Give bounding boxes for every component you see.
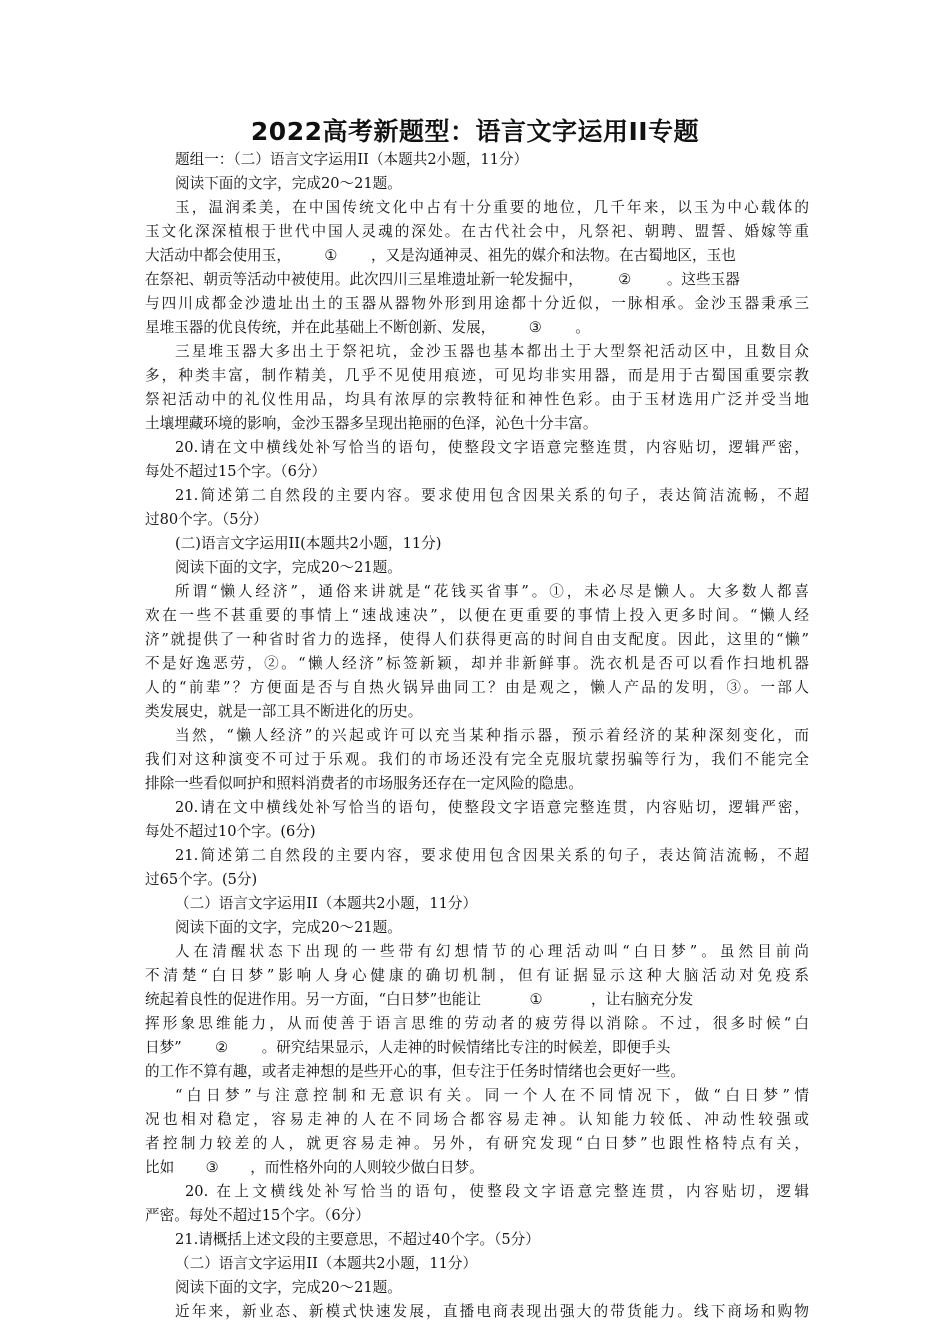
group3-p2-line1: “白日梦”与注意控制和无意识有关。同一个人在不同情况下，做“白日梦”情 — [175, 1087, 809, 1104]
group1-p2-line4: 土壤埋藏环境的影响，金沙玉器多呈现出艳丽的色泽，沁色十分丰富。 — [145, 415, 598, 432]
group4-p1-line1: 近年来，新业态、新模式快速发展，直播电商表现出强大的带货能力。线下商场和购物 — [175, 1303, 809, 1320]
group1-q20-line2: 每处不超过15个字。（6分） — [145, 463, 327, 480]
group1-p1-line2: 玉文化深深植根于世代中国人灵魂的深处。在古代社会中，凡祭祀、朝聘、盟誓、婚嫁等重 — [145, 223, 809, 240]
group2-p1-line4: 不是好逸恶劳，②。“懒人经济”标签新颖，却并非新鲜事。洗衣机是否可以看作扫地机器 — [145, 655, 809, 672]
group1-p1-line1: 玉，温润柔美，在中国传统文化中占有十分重要的地位，几千年来，以玉为中心载体的 — [175, 199, 809, 216]
group3-p2-line3: 者控制力较差的人，就更容易走神。另外，有研究发现“白日梦”也跟性格特点有关， — [145, 1135, 809, 1152]
group1-header: 题组一：（二）语言文字运用II（本题共2小题，11分） — [175, 151, 529, 168]
group1-p1-line4 — [145, 268, 809, 292]
answer-blank-2[interactable]: ② — [583, 268, 667, 292]
text-segment: 比如 — [145, 1159, 175, 1176]
group2-p2-line2: 我们对这种演变不可过于乐观。我们的市场还没有完全克服坑蒙拐骗等行为，我们不能完全 — [145, 751, 809, 768]
group2-p1-line2: 欢在一些不甚重要的事情上“速战速决”，以便在更重要的事情上投入更多时间。“懒人经 — [145, 607, 809, 624]
page-title: 2022高考新题型：语言文字运用II专题 — [250, 117, 700, 146]
answer-blank-3[interactable]: ③ — [174, 1156, 250, 1180]
answer-blank-1[interactable]: ① — [291, 244, 371, 268]
group1-q20-line1: 20.请在文中横线处补写恰当的语句，使整段文字语意完整连贯，内容贴切，逻辑严密， — [175, 439, 809, 456]
group2-q21-line1: 21.简述第二自然段的主要内容，要求使用包含因果关系的句子，表达简洁流畅，不超 — [175, 847, 809, 864]
group1-q21-line2: 过80个字。（5分） — [145, 511, 268, 528]
group4-header: （二）语言文字运用II（本题共2小题，11分） — [175, 1255, 478, 1272]
group2-p1-line3: 济”就提供了一种省时省力的选择，使得人们获得更高的时间自由支配度。因此，这里的“懒” — [145, 631, 809, 648]
text-segment: ，而性格外向的人则较少做白日梦。 — [250, 1159, 484, 1176]
group2-p2-line1: 当然，“懒人经济”的兴起或许可以充当某种指示器，预示着经济的某种深刻变化，而 — [175, 727, 809, 744]
text-segment: 大活动中都会使用玉， — [145, 247, 291, 264]
group4-intro: 阅读下面的文字，完成20～21题。 — [175, 1279, 402, 1296]
group2-header: (二)语言文字运用II(本题共2小题，11分) — [175, 535, 442, 552]
text-segment: ，又是沟通神灵、祖先的媒介和法物。在古蜀地区，玉也 — [370, 247, 736, 264]
text-segment: 日梦” — [145, 1039, 182, 1056]
group3-p1-line3 — [145, 988, 809, 1012]
group2-q20-line1: 20.请在文中横线处补写恰当的语句，使整段文字语意完整连贯，内容贴切，逻辑严密， — [175, 799, 809, 816]
group1-intro: 阅读下面的文字，完成20～21题。 — [175, 175, 402, 192]
group2-p2-line3: 排除一些看似呵护和照料消费者的市场服务还存在一定风险的隐患。 — [145, 775, 583, 792]
group1-p1-line3 — [145, 244, 809, 268]
group3-header: （二）语言文字运用II（本题共2小题，11分） — [175, 895, 478, 912]
answer-blank-3[interactable]: ③ — [495, 316, 575, 340]
group1-p2-line2: 多，种类丰富，制作精美，几乎不见使用痕迹，可见均非实用器，而是用于古蜀国重要宗教 — [145, 367, 809, 384]
group3-p2-line2: 况也相对稳定，容易走神的人在不同场合都容易走神。认知能力较低、冲动性较强或 — [145, 1111, 809, 1128]
text-segment: 在祭祀、朝贡等活动中被使用。此次四川三星堆遗址新一轮发掘中， — [145, 271, 583, 288]
group3-p1-line4: 挥形象思维能力，从而使善于语言思维的劳动者的疲劳得以消除。不过，很多时候“白 — [145, 1015, 809, 1032]
group3-p1-line1: 人在清醒状态下出现的一些带有幻想情节的心理活动叫“白日梦”。虽然目前尚 — [175, 943, 809, 960]
group3-q20-line1: 20. 在上文横线处补写恰当的语句，使整段文字语意完整连贯，内容贴切，逻辑 — [185, 1183, 809, 1200]
group3-p1-line5 — [145, 1036, 809, 1060]
group1-p1-line6 — [145, 316, 809, 340]
group2-p1-line1: 所谓“懒人经济”，通俗来讲就是“花钱买省事”。①，未必尽是懒人。大多数人都喜 — [175, 583, 809, 600]
group2-p1-line6: 类发展史，就是一部工具不断进化的历史。 — [145, 703, 423, 720]
group3-q21: 21.请概括上述文段的主要意思，不超过40个字。（5分） — [175, 1231, 540, 1248]
group1-p1-line5: 与四川成都金沙遗址出土的玉器从器物外形到用途都十分近似，一脉相承。金沙玉器秉承三 — [145, 295, 809, 312]
group3-q20-line2: 严密。每处不超过15个字。（6分） — [145, 1207, 370, 1224]
answer-blank-2[interactable]: ② — [182, 1036, 262, 1060]
group1-q21-line1: 21.简述第二自然段的主要内容。要求使用包含因果关系的句子，表达简洁流畅，不超 — [175, 487, 809, 504]
document-body — [145, 148, 809, 1324]
group3-p1-line6: 的工作不算有趣，或者走神想的是些开心的事，但专注于任务时情绪也会更好一些。 — [145, 1063, 685, 1080]
group2-q20-line2: 每处不超过10个字。(6分) — [145, 823, 316, 840]
text-segment: 。 — [575, 319, 590, 336]
text-segment: ，让右脑充分发 — [591, 991, 694, 1008]
answer-blank-1[interactable]: ① — [481, 988, 591, 1012]
group3-p1-line2: 不清楚“白日梦”影响人身心健康的确切机制，但有证据显示这种大脑活动对免疫系 — [145, 967, 809, 984]
text-segment: 星堆玉器的优良传统，并在此基础上不断创新、发展， — [145, 319, 496, 336]
group2-q21-line2: 过65个字。(5分) — [145, 871, 258, 888]
text-segment: 。这些玉器 — [666, 271, 740, 288]
group1-p2-line1: 三星堆玉器大多出土于祭祀坑，金沙玉器也基本都出土于大型祭祀活动区中，且数目众 — [175, 343, 809, 360]
group3-intro: 阅读下面的文字，完成20～21题。 — [175, 919, 402, 936]
text-segment: 统起着良性的促进作用。另一方面，“白日梦”也能让 — [145, 991, 481, 1008]
text-segment: 。研究结果显示，人走神的时候情绪比专注的时候差，即便手头 — [261, 1039, 671, 1056]
group2-p1-line5: 人的“前辈”？方便面是否与自热火锅异曲同工？由是观之，懒人产品的发明，③。一部人 — [145, 679, 809, 696]
group2-intro: 阅读下面的文字，完成20～21题。 — [175, 559, 402, 576]
group3-p2-line4 — [145, 1156, 809, 1180]
group1-p2-line3: 祭祀活动中的礼仪性用品，均具有浓厚的宗教特征和神性色彩。由于玉材选用广泛并受当地 — [145, 391, 809, 408]
